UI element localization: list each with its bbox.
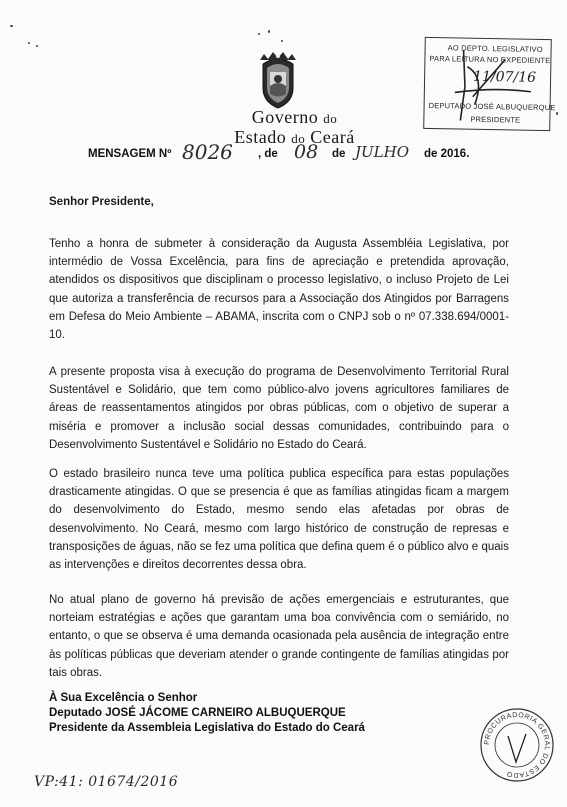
message-de: de bbox=[332, 148, 346, 160]
paragraph: Tenho a honra de submeter à consideração da Augusta Assembléia Legislativa, por intermédio de Vossa Excelência, para fins de apreciação e pretendida aprovação, atendidos os dispositivos que disciplinam o processo legislativo, o incluso Projeto de Lei que autoriza a transferência de recursos para a Associação dos Atingidos por Barragens em Defesa do Meio Ambiente – ABAMA, inscrita com o CNPJ sob o nº 07.338.694/0001-10. bbox=[49, 238, 509, 342]
message-year: de 2016. bbox=[424, 148, 470, 160]
message-label: MENSAGEM Nº bbox=[88, 148, 172, 160]
gov-title-word: Estado bbox=[234, 127, 287, 147]
paragraph: O estado brasileiro nunca teve uma política publica específica para estas populações drasticamente atingidas. O que se presencia é que as famílias atingidas ficam a margem do desenvolvimento do Estado, mesmo sendo elas afetadas por obras de desenvolvimento. No Ceará, mesmo com largo histórico de construção de represas e transposições de águas, não se fez uma política que defina quem é o público alvo e quais as intervenções e direitos decorrentes dessa obra. bbox=[49, 468, 509, 572]
scan-speck bbox=[10, 25, 13, 27]
coat-of-arms-icon bbox=[255, 50, 301, 110]
scan-speck bbox=[556, 112, 558, 115]
handwritten-signature-icon bbox=[434, 46, 545, 128]
stamp-line: AO DEPTO. LEGISLATIVO bbox=[447, 43, 543, 54]
receipt-stamp bbox=[423, 37, 556, 131]
message-month: JULHO bbox=[355, 143, 409, 161]
round-seal-stamp bbox=[478, 706, 556, 784]
stamp-line: PRESIDENTE bbox=[470, 114, 521, 125]
message-number: 8026 bbox=[182, 140, 233, 164]
gov-title-word: Ceará bbox=[310, 127, 355, 147]
seal-text: PROCURADORIA GERAL DO ESTADO bbox=[483, 711, 551, 779]
scan-speck bbox=[268, 30, 270, 33]
salutation: Senhor Presidente, bbox=[49, 196, 154, 208]
svg-text:PROCURADORIA GERAL DO ESTADO bbox=[484, 712, 550, 778]
addressee-line: À Sua Excelência o Senhor bbox=[49, 692, 198, 704]
scan-speck bbox=[28, 42, 30, 44]
scan-speck bbox=[36, 45, 38, 47]
message-de: , de bbox=[258, 148, 278, 160]
addressee-line: Deputado JOSÉ JÁCOME CARNEIRO ALBUQUERQUE bbox=[49, 707, 346, 719]
scan-speck bbox=[258, 33, 260, 35]
gov-title-connector: do bbox=[291, 131, 306, 146]
stamp-date: 11/07/16 bbox=[472, 68, 537, 86]
paragraph: No atual plano de governo há previsão de ações emergenciais e estruturantes, que norteiam estratégias e ações que garantam uma boa convivência com o semiárido, no entanto, o que se observa é uma demanda ocasionada pela ausência de integração entre às políticas públicas que deveriam atender o grande contingente de famílias atingidas por tais obras. bbox=[49, 594, 509, 679]
gov-title-word: Governo bbox=[251, 107, 319, 127]
scan-speck bbox=[281, 40, 283, 42]
message-day: 08 bbox=[294, 141, 319, 163]
protocol-note: VP:41: 01674/2016 bbox=[34, 774, 179, 790]
stamp-line: DEPUTADO JOSÉ ALBUQUERQUE bbox=[428, 100, 556, 113]
paragraph: A presente proposta visa à execução do programa de Desenvolvimento Territorial Rural Sustentável e Solidário, que tem como público-alvo jovens agricultores familiares de áreas de reassentamentos atingidos por obras públicas, com o objetivo de superar a miséria e promover a inclusão social dessas comunidades, contribuindo para o Desenvolvimento Sustentável e Solidário no Estado do Ceará. bbox=[49, 366, 509, 451]
addressee-line: Presidente da Assembleia Legislativa do Estado do Ceará bbox=[49, 722, 365, 734]
stamp-line: PARA LEITURA NO EXPEDIENTE bbox=[429, 53, 551, 66]
gov-title-connector: do bbox=[323, 111, 338, 126]
